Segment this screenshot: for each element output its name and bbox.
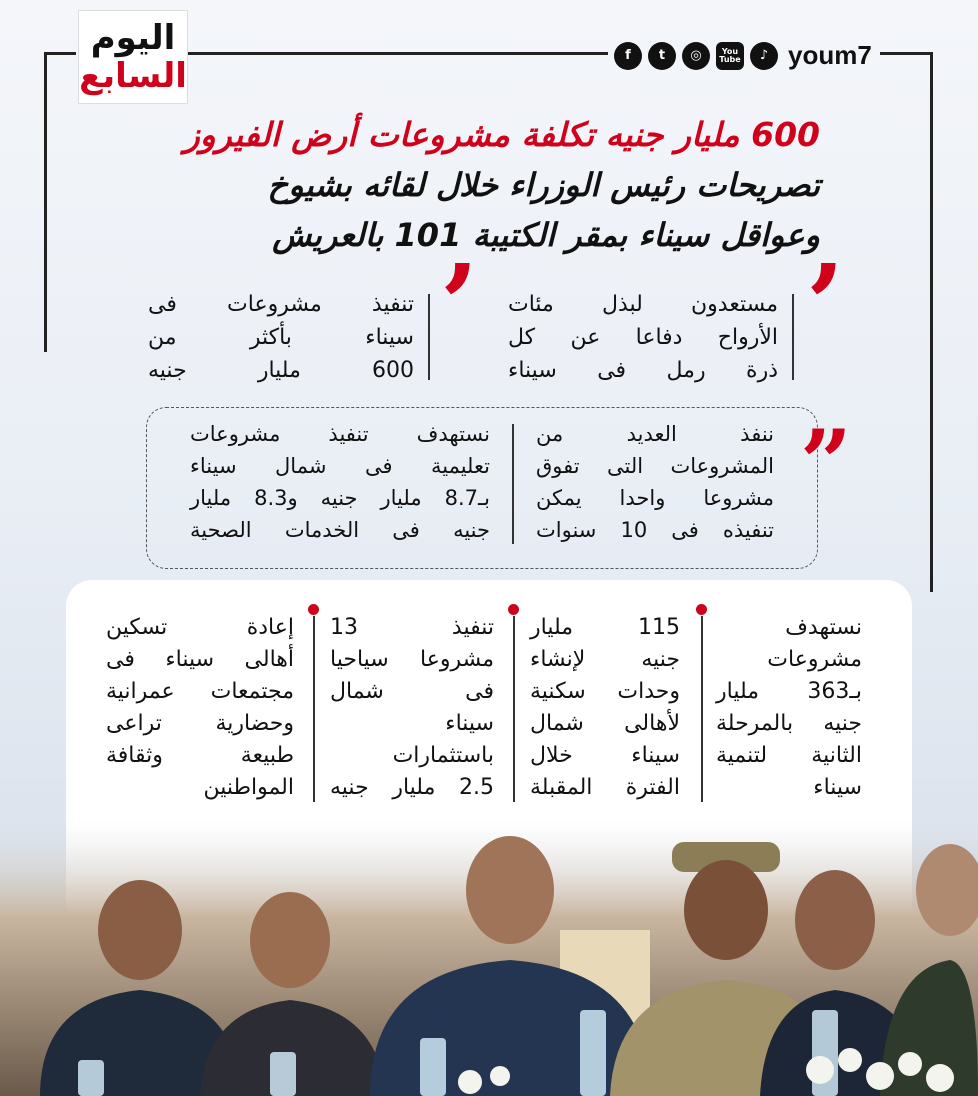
- instagram-icon[interactable]: ◎: [682, 42, 710, 70]
- double-quote-icon: ”: [800, 410, 852, 516]
- youtube-icon[interactable]: You Tube: [716, 42, 744, 70]
- headline-line-2: تصريحات رئيس الوزراء خلال لقائه بشيوخ: [267, 166, 820, 204]
- fact-column-2: 115 مليار جنيه لإنشاء وحدات سكنية لأهالى شمال سيناء خلال الفترة المقبلة: [530, 615, 680, 800]
- bullet-dot: [308, 604, 319, 615]
- frame-top-right: [880, 52, 932, 55]
- brand-name[interactable]: youm7: [788, 40, 872, 70]
- twitter-icon[interactable]: t: [648, 42, 676, 70]
- fact-column-3: تنفيذ 13 مشروعا سياحيا فى شمال سيناء باستثمارات 2.5 مليار جنيه: [330, 615, 494, 800]
- tiktok-icon[interactable]: ♪: [750, 42, 778, 70]
- frame-right: [930, 52, 933, 592]
- meeting-photo: [0, 820, 978, 1096]
- frame-top-left: [44, 52, 76, 55]
- headline: [120, 110, 820, 260]
- quote-left: تنفيذ مشروعات فى سيناء بأكثر من 600 مليار جنيه: [148, 292, 414, 383]
- facebook-icon[interactable]: f: [614, 42, 642, 70]
- logo-line-2: السابع: [79, 56, 187, 96]
- comma-quote-icon: ’: [806, 240, 845, 369]
- box-divider: [512, 424, 514, 544]
- fact-column-4: إعادة تسكين أهالى سيناء فى مجتمعات عمرانية وحضارية تراعى طبيعة وثقافة المواطنين: [106, 615, 294, 800]
- meeting-photo-illustration: [0, 820, 978, 1096]
- quote-right: مستعدون لبذل مئات الأرواح دفاعا عن كل ذرة رمل فى سيناء: [508, 292, 778, 383]
- youm7-logo[interactable]: [78, 10, 188, 104]
- headline-line-3: وعواقل سيناء بمقر الكتيبة 101 بالعريش: [272, 216, 820, 254]
- column-divider: [313, 616, 315, 802]
- column-divider: [513, 616, 515, 802]
- box-quote-right: ننفذ العديد من المشروعات التى تفوق مشروعا واحدا يمكن تنفيذه فى 10 سنوات: [536, 422, 775, 542]
- box-quote-left: نستهدف تنفيذ مشروعات تعليمية فى شمال سيناء بـ8.7 مليار جنيه و8.3 مليار جنيه فى الخدمات الصحية: [190, 422, 490, 542]
- bullet-dot: [508, 604, 519, 615]
- comma-quote-icon: ’: [440, 240, 479, 369]
- frame-top-mid: [188, 52, 608, 55]
- social-bar: [614, 40, 872, 71]
- logo-line-1: اليوم: [90, 18, 176, 58]
- quote-divider: [428, 294, 430, 380]
- fact-column-1: نستهدف مشروعات بـ363 مليار جنيه بالمرحلة الثانية لتنمية سيناء: [716, 615, 862, 800]
- quote-divider: [792, 294, 794, 380]
- headline-line-1: 600 مليار جنيه تكلفة مشروعات أرض الفيروز: [183, 115, 820, 154]
- frame-left: [44, 52, 47, 352]
- bullet-dot: [696, 604, 707, 615]
- column-divider: [701, 616, 703, 802]
